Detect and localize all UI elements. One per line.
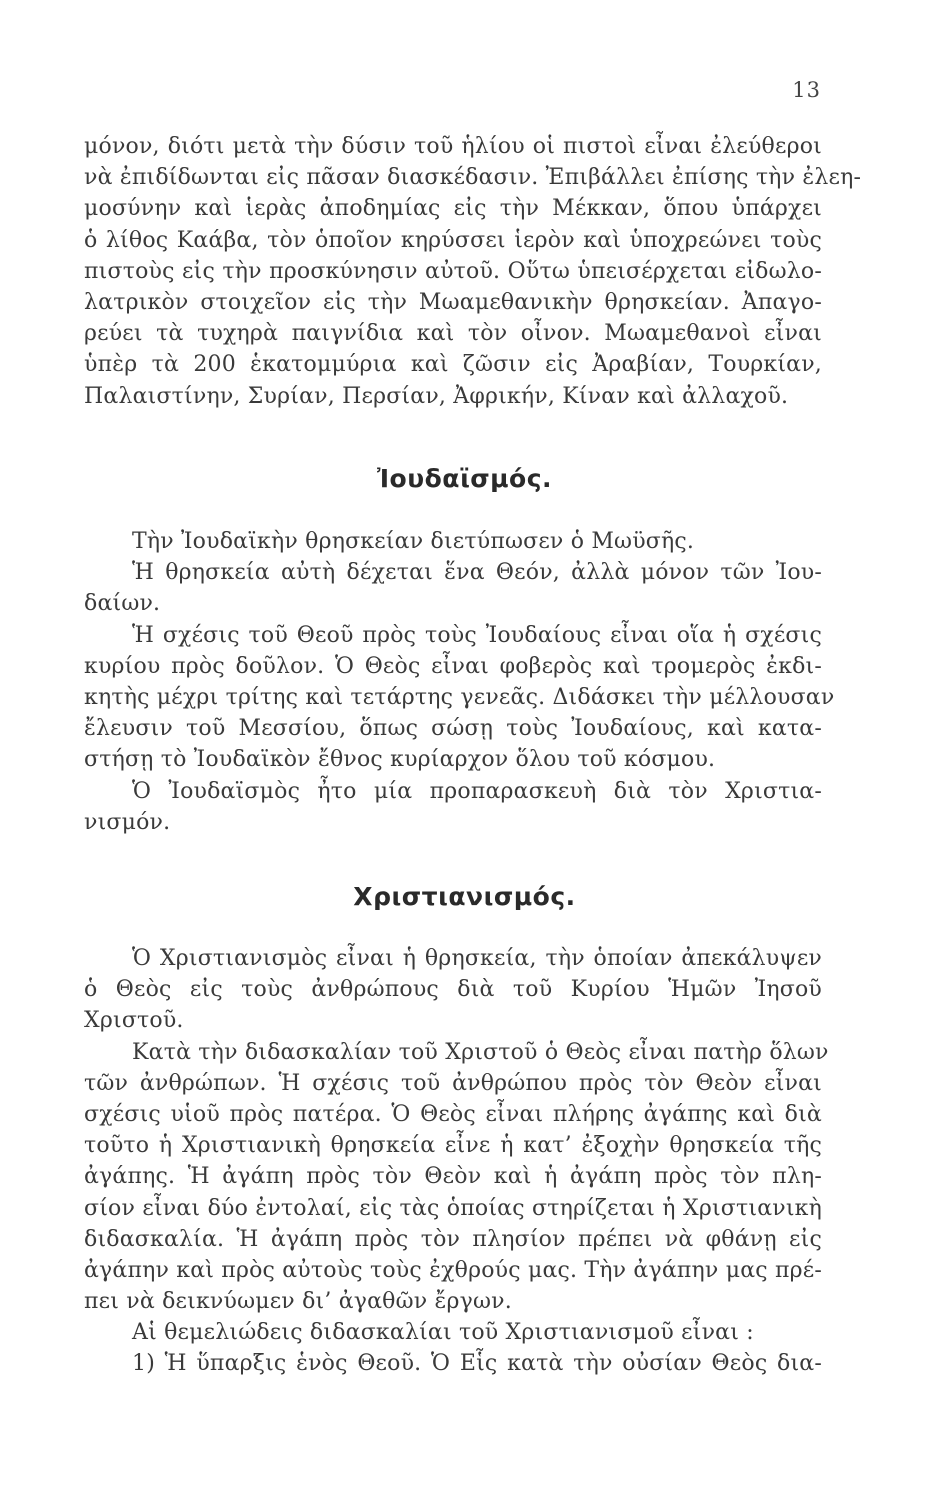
text-line: Ὁ Χριστιανισμὸς εἶναι ἡ θρησκεία, τὴν ὁποίαν ἀπεκάλυψεν [132, 946, 822, 971]
text-line: ρεύει τὰ τυχηρὰ παιγνίδια καὶ τὸν οἶνον. Μωαμεθανοὶ εἶναι [84, 321, 822, 347]
text-line: 1) Ἡ ὕπαρξις ἑνὸς Θεοῦ. Ὁ Εἷς κατὰ τὴν οὐσίαν Θεὸς δια- [132, 1351, 822, 1377]
text-line: πει νὰ δεικνύωμεν δι’ ἀγαθῶν ἔργων. [84, 1289, 512, 1315]
christianity-section [84, 943, 829, 1380]
text-line: μοσύνην καὶ ἱερὰς ἀποδημίας εἰς τὴν Μέκκαν, ὅπου ὑπάρχει [84, 196, 822, 222]
text-line: Παλαιστίνην, Συρίαν, Περσίαν, Ἀφρικήν, Κίναν καὶ ἀλλαχοῦ. [84, 383, 789, 409]
text-line: Κατὰ τὴν διδασκαλίαν τοῦ Χριστοῦ ὁ Θεὸς εἶναι πατὴρ ὅλων [132, 1039, 829, 1065]
text-line: σίον εἶναι δύο ἐντολαί, εἰς τὰς ὁποίας στηρίζεται ἡ Χριστιανικὴ [84, 1195, 822, 1221]
text-line: ὁ Θεὸς εἰς τοὺς ἀνθρώπους διὰ τοῦ Κυρίου Ἡμῶν Ἰησοῦ [84, 977, 822, 1003]
text-line: Αἱ θεμελιώδεις διδασκαλίαι τοῦ Χριστιανισμοῦ εἶναι : [132, 1320, 754, 1346]
text-line: ὑπὲρ τὰ 200 ἑκατομμύρια καὶ ζῶσιν εἰς Ἀραβίαν, Τουρκίαν, [84, 352, 822, 378]
text-line: Ἡ σχέσις τοῦ Θεοῦ πρὸς τοὺς Ἰουδαίους εἶναι οἵα ἡ σχέσις [132, 622, 822, 648]
text-line: μόνον, διότι μετὰ τὴν δύσιν τοῦ ἡλίου οἱ πιστοὶ εἶναι ἐλεύθεροι [84, 134, 822, 159]
text-line: ἔλευσιν τοῦ Μεσσίου, ὅπως σώσῃ τοὺς Ἰουδαίους, καὶ κατα- [84, 716, 822, 742]
text-line: λατρικὸν στοιχεῖον εἰς τὴν Μωαμεθανικὴν θρησκείαν. Ἀπαγο- [84, 289, 822, 315]
text-line: κητὴς μέχρι τρίτης καὶ τετάρτης γενεᾶς. Διδάσκει τὴν μέλλουσαν [84, 684, 835, 710]
page-number: 13 [792, 78, 821, 102]
text-line: ὁ λίθος Καάβα, τὸν ὁποῖον κηρύσσει ἱερὸν καὶ ὑποχρεώνει τοὺς [84, 227, 822, 253]
text-line: σχέσις υἱοῦ πρὸς πατέρα. Ὁ Θεὸς εἶναι πλήρης ἀγάπης καὶ διὰ [84, 1101, 822, 1127]
text-line: ἀγάπης. Ἡ ἀγάπη πρὸς τὸν Θεὸν καὶ ἡ ἀγάπη πρὸς τὸν πλη- [84, 1164, 822, 1190]
judaism-section [84, 526, 835, 838]
section-heading-christianity: Χριστιανισμός. [353, 882, 576, 911]
text-line: ἀγάπην καὶ πρὸς αὐτοὺς τοὺς ἐχθρούς μας. Τὴν ἀγάπην μας πρέ- [84, 1257, 822, 1283]
text-line: Χριστοῦ. [84, 1008, 184, 1034]
text-line: στήσῃ τὸ Ἰουδαϊκὸν ἔθνος κυρίαρχον ὅλου τοῦ κόσμου. [84, 747, 716, 773]
text-line: νισμόν. [84, 809, 171, 835]
text-line: Τὴν Ἰουδαϊκὴν θρησκείαν διετύπωσεν ὁ Μωϋσῆς. [132, 529, 695, 554]
text-line: τῶν ἀνθρώπων. Ἡ σχέσις τοῦ ἀνθρώπου πρὸς τὸν Θεὸν εἶναι [84, 1070, 822, 1096]
text-line: διδασκαλία. Ἡ ἀγάπη πρὸς τὸν πλησίον πρέπει νὰ φθάνῃ εἰς [84, 1226, 822, 1252]
text-line: νὰ ἐπιδίδωνται εἰς πᾶσαν διασκέδασιν. Ἐπιβάλλει ἐπίσης τὴν ἐλεη- [84, 165, 862, 191]
text-line: Ὁ Ἰουδαϊσμὸς ἦτο μία προπαρασκευὴ διὰ τὸν Χριστια- [132, 778, 822, 804]
intro-paragraph [84, 131, 862, 412]
text-line: κυρίου πρὸς δοῦλον. Ὁ Θεὸς εἶναι φοβερὸς καὶ τρομερὸς ἐκδι- [84, 653, 822, 679]
text-line: δαίων. [84, 591, 161, 617]
text-line: πιστοὺς εἰς τὴν προσκύνησιν αὐτοῦ. Οὕτω ὑπεισέρχεται εἰδωλο- [84, 258, 822, 284]
text-line: τοῦτο ἡ Χριστιανικὴ θρησκεία εἶνε ἡ κατ’ ἐξοχὴν θρησκεία τῆς [84, 1133, 822, 1159]
section-heading-judaism: Ἰουδαϊσμός. [376, 464, 553, 493]
text-line: Ἡ θρησκεία αὐτὴ δέχεται ἕνα Θεόν, ἀλλὰ μόνον τῶν Ἰου- [132, 560, 822, 586]
